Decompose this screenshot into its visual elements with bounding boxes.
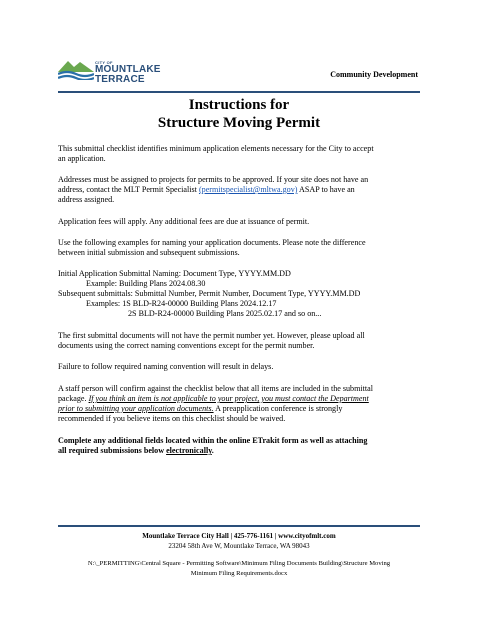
footer-file-path: N:\_PERMITTING\Central Square - Permitting Software\Minimum Filing Documents Building\Structure Moving [87,560,391,567]
naming-intro-cont: between initial submission and subsequent submissions. [58,248,240,257]
logo-city-of: CITY OF [95,60,113,65]
permit-specialist-email-link[interactable]: (permitspecialist@mltwa.gov) [198,185,298,194]
fees-text: Application fees will apply. Any additional fees are due at issuance of permit. [58,217,310,226]
header-divider [58,91,420,93]
department-label: Community Development [330,70,418,79]
checklist-text-line4: recommended if you believe items on this checklist should be waived. [58,414,286,423]
delays-warning: Failure to follow required naming convention will result in delays. [58,362,274,371]
department-contact-note: If you think an item is not applicable to your project, you must contact the Department [88,394,369,403]
address-text-cont [58,185,355,195]
etrakit-post: . [211,446,214,455]
naming-initial: Initial Application Submittal Naming: Document Type, YYYY.MM.DD [58,269,291,278]
electronically-emphasis: electronically [166,446,212,455]
logo-terrace: TERRACE [95,74,145,85]
etrakit-instructions: Complete any additional fields located within the online ETrakit form as well as attaching [58,436,368,445]
naming-subsequent-example-2: 2S BLD-R24-00000 Building Plans 2025.02.17 and so on... [128,309,322,318]
footer-file-name: Minimum Filing Requirements.docx [190,570,288,577]
naming-subsequent: Subsequent submittals: Submittal Number, Permit Number, Document Type, YYYY.MM.DD [58,289,361,298]
intro-text: This submittal checklist identifies minimum application elements necessary for the City to accept [58,144,374,153]
checklist-text-line3 [58,404,342,414]
logo-mountlake: MOUNTLAKE [95,64,161,75]
mountain-icon [58,58,94,80]
naming-initial-example: Example: Building Plans 2024.08.30 [86,279,206,288]
naming-intro: Use the following examples for naming your application documents. Please note the difference [58,238,366,247]
address-text-end: address assigned. [58,195,115,204]
page-title-line2: Structure Moving Permit [157,115,321,131]
first-submittal-text-cont: documents using the correct naming conventions except for the permit number. [58,341,315,350]
checklist-text: A staff person will confirm against the checklist below that all items are included in the submittal [58,384,373,393]
naming-subsequent-example-1: Examples: 1S BLD-R24-00000 Building Plans 2024.12.17 [86,299,277,308]
etrakit-pre: all required submissions below [58,446,167,455]
address-text-post: ASAP to have an [297,185,355,194]
checklist-text-line2 [58,394,369,404]
city-logo [58,56,188,96]
address-text: Addresses must be assigned to projects for permits to be approved. If your site does not have an [58,175,369,184]
footer-address: 23204 58th Ave W, Mountlake Terrace, WA 98043 [168,542,310,550]
footer-divider [58,525,420,527]
page-title-line1: Instructions for [188,97,290,113]
footer-contact: Mountlake Terrace City Hall | 425-776-1161 | www.cityofmlt.com [142,532,336,540]
preapp-text: A preapplication conference is strongly [213,404,343,413]
department-contact-note-cont: prior to submitting your application documents. [58,404,214,413]
first-submittal-text: The first submittal documents will not have the permit number yet. However, please upload all [58,331,365,340]
checklist-text-pre: package. [58,394,89,403]
intro-text-cont: an application. [58,154,106,163]
address-text-pre: address, contact the MLT Permit Specialist [58,185,199,194]
etrakit-instructions-cont [58,446,214,456]
